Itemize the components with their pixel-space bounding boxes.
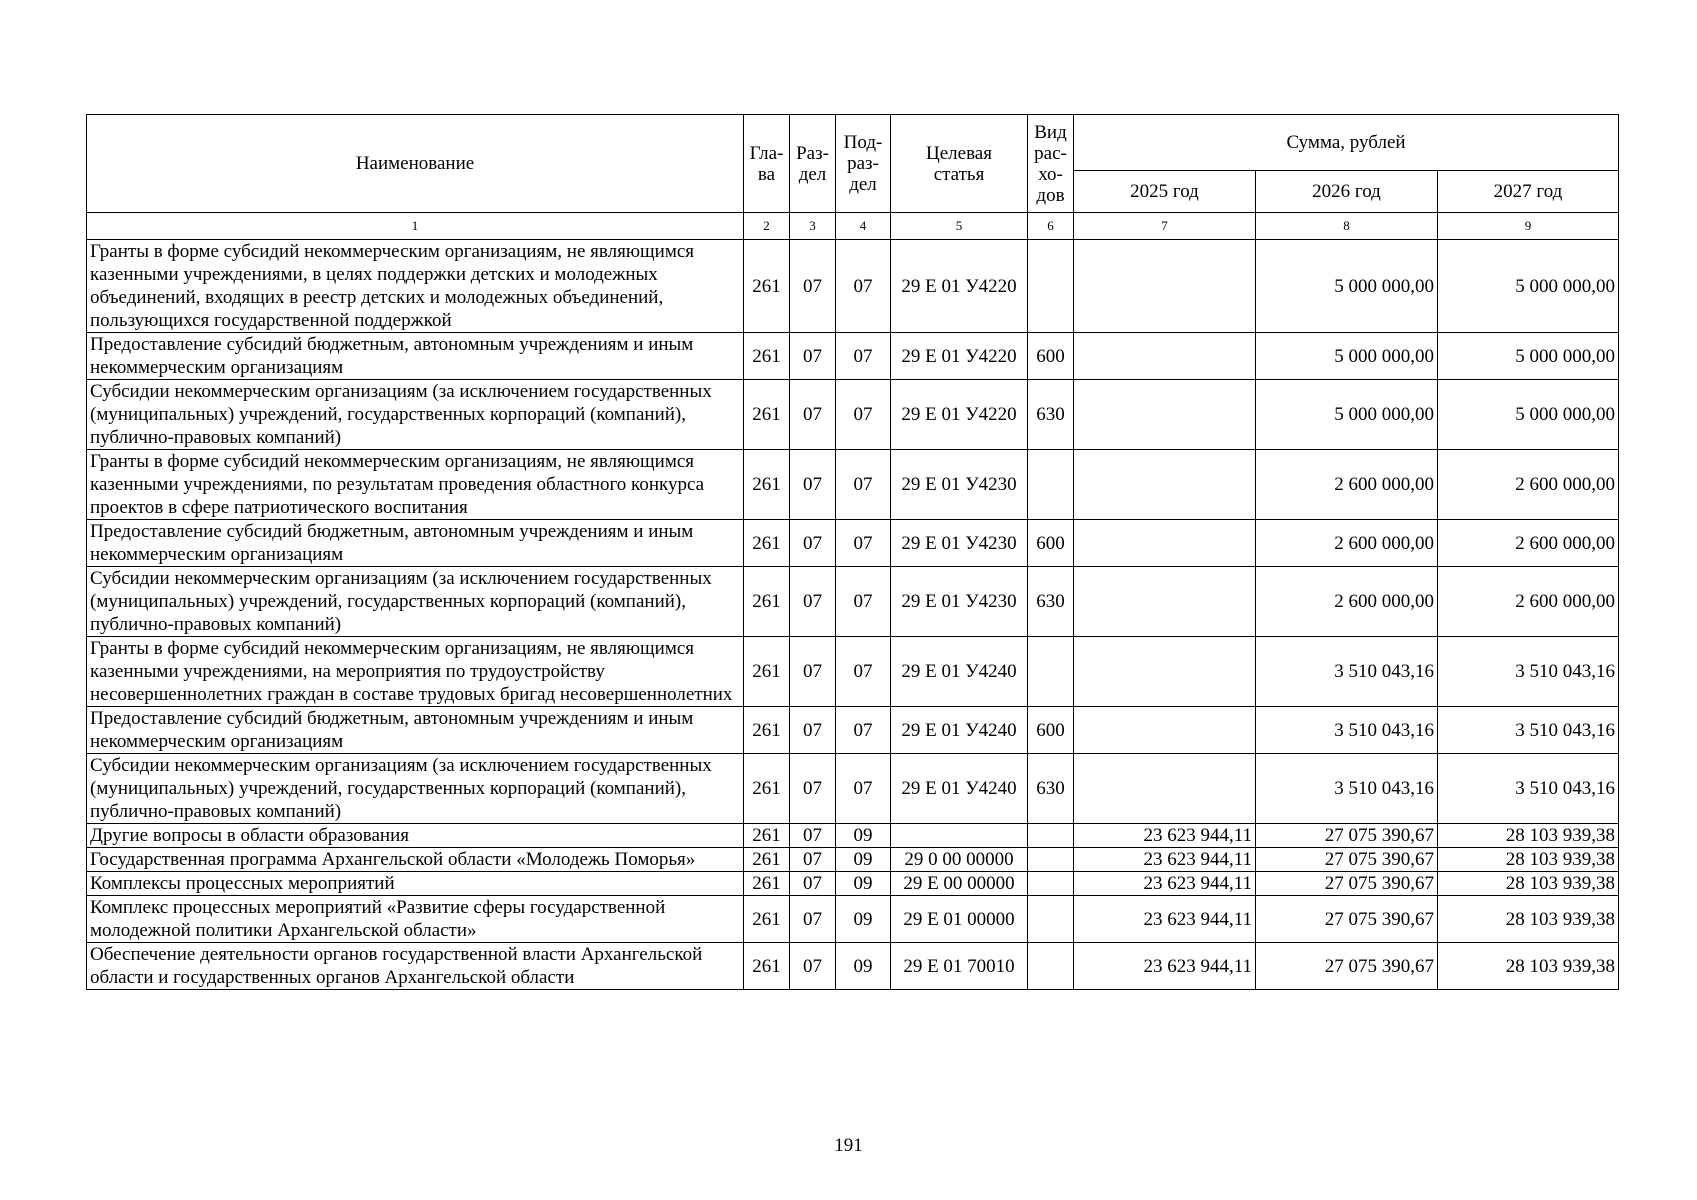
row-podrazdel: 07: [836, 520, 891, 567]
table-row: [87, 240, 1619, 333]
row-podrazdel: 09: [836, 943, 891, 990]
row-sum-2027: 28 103 939,38: [1438, 872, 1619, 896]
row-tselevaya-statya: 29 0 00 00000: [891, 848, 1028, 872]
row-sum-2027: 5 000 000,00: [1438, 380, 1619, 450]
row-tselevaya-statya: 29 Е 01 У4230: [891, 450, 1028, 520]
row-tselevaya-statya: 29 Е 01 У4220: [891, 380, 1028, 450]
header-razdel: Раз- дел: [790, 115, 836, 213]
row-tselevaya-statya: 29 Е 01 70010: [891, 943, 1028, 990]
row-tselevaya-statya: 29 Е 01 У4240: [891, 637, 1028, 707]
row-podrazdel: 09: [836, 896, 891, 943]
row-razdel: 07: [790, 872, 836, 896]
row-tselevaya-statya: 29 Е 01 У4240: [891, 707, 1028, 754]
row-vid-rashodov: [1028, 872, 1074, 896]
row-vid-rashodov: 630: [1028, 754, 1074, 824]
row-sum-2025: [1074, 333, 1256, 380]
row-podrazdel: 09: [836, 824, 891, 848]
row-name: Предоставление субсидий бюджетным, автономным учреждениям и иным некоммерческим организациям: [87, 520, 744, 567]
row-glava: 261: [744, 380, 790, 450]
row-sum-2025: [1074, 637, 1256, 707]
row-razdel: 07: [790, 637, 836, 707]
row-sum-2026: 27 075 390,67: [1256, 848, 1438, 872]
row-sum-2026: 5 000 000,00: [1256, 240, 1438, 333]
header-tselevaya-statya: Целевая статья: [891, 115, 1028, 213]
row-razdel: 07: [790, 567, 836, 637]
row-sum-2025: 23 623 944,11: [1074, 872, 1256, 896]
row-razdel: 07: [790, 380, 836, 450]
row-sum-2027: 5 000 000,00: [1438, 240, 1619, 333]
column-number: 7: [1074, 213, 1256, 240]
row-podrazdel: 07: [836, 567, 891, 637]
row-sum-2025: [1074, 450, 1256, 520]
column-number: 9: [1438, 213, 1619, 240]
row-name: Комплексы процессных мероприятий: [87, 872, 744, 896]
table-row: [87, 520, 1619, 567]
table-row: [87, 754, 1619, 824]
row-sum-2027: 2 600 000,00: [1438, 450, 1619, 520]
row-vid-rashodov: 630: [1028, 380, 1074, 450]
row-name: Предоставление субсидий бюджетным, автономным учреждениям и иным некоммерческим организациям: [87, 707, 744, 754]
row-sum-2025: [1074, 707, 1256, 754]
row-glava: 261: [744, 943, 790, 990]
row-razdel: 07: [790, 848, 836, 872]
row-razdel: 07: [790, 824, 836, 848]
row-razdel: 07: [790, 240, 836, 333]
table-row: [87, 707, 1619, 754]
row-sum-2026: 5 000 000,00: [1256, 380, 1438, 450]
row-tselevaya-statya: 29 Е 01 У4220: [891, 333, 1028, 380]
row-tselevaya-statya: 29 Е 01 У4230: [891, 567, 1028, 637]
row-sum-2025: [1074, 240, 1256, 333]
row-sum-2026: 27 075 390,67: [1256, 872, 1438, 896]
row-glava: 261: [744, 333, 790, 380]
row-glava: 261: [744, 848, 790, 872]
row-name: Субсидии некоммерческим организациям (за исключением государственных (муниципальных) учреждений, государственных корпораций (компаний), публично-правовых компаний): [87, 567, 744, 637]
row-glava: 261: [744, 240, 790, 333]
row-razdel: 07: [790, 707, 836, 754]
row-tselevaya-statya: 29 Е 01 У4230: [891, 520, 1028, 567]
row-podrazdel: 07: [836, 754, 891, 824]
row-sum-2027: 28 103 939,38: [1438, 943, 1619, 990]
header-year-2025: 2025 год: [1074, 171, 1256, 213]
column-number: 8: [1256, 213, 1438, 240]
row-sum-2026: 27 075 390,67: [1256, 943, 1438, 990]
row-glava: 261: [744, 754, 790, 824]
table-row: [87, 637, 1619, 707]
row-name: Субсидии некоммерческим организациям (за исключением государственных (муниципальных) учреждений, государственных корпораций (компаний), публично-правовых компаний): [87, 380, 744, 450]
row-podrazdel: 07: [836, 240, 891, 333]
row-sum-2025: 23 623 944,11: [1074, 896, 1256, 943]
row-sum-2026: 3 510 043,16: [1256, 637, 1438, 707]
row-razdel: 07: [790, 943, 836, 990]
row-glava: 261: [744, 824, 790, 848]
column-number: 1: [87, 213, 744, 240]
row-vid-rashodov: 630: [1028, 567, 1074, 637]
row-sum-2026: 27 075 390,67: [1256, 824, 1438, 848]
row-sum-2025: 23 623 944,11: [1074, 943, 1256, 990]
row-vid-rashodov: [1028, 240, 1074, 333]
row-vid-rashodov: [1028, 824, 1074, 848]
header-vid-rashodov: Вид рас- хо- дов: [1028, 115, 1074, 213]
row-vid-rashodov: [1028, 943, 1074, 990]
row-sum-2026: 2 600 000,00: [1256, 520, 1438, 567]
row-name: Субсидии некоммерческим организациям (за исключением государственных (муниципальных) учреждений, государственных корпораций (компаний), публично-правовых компаний): [87, 754, 744, 824]
row-podrazdel: 07: [836, 707, 891, 754]
row-sum-2027: 3 510 043,16: [1438, 637, 1619, 707]
header-summa: Сумма, рублей: [1074, 115, 1619, 171]
header-name: Наименование: [87, 115, 744, 213]
table-row: [87, 380, 1619, 450]
row-glava: 261: [744, 872, 790, 896]
column-number: 2: [744, 213, 790, 240]
row-sum-2026: 2 600 000,00: [1256, 450, 1438, 520]
row-sum-2027: 2 600 000,00: [1438, 567, 1619, 637]
row-sum-2027: 2 600 000,00: [1438, 520, 1619, 567]
row-glava: 261: [744, 637, 790, 707]
row-glava: 261: [744, 450, 790, 520]
row-sum-2025: 23 623 944,11: [1074, 824, 1256, 848]
row-sum-2025: [1074, 754, 1256, 824]
row-name: Гранты в форме субсидий некоммерческим организациям, не являющимся казенными учреждениями, по результатам проведения областного конкурса проектов в сфере патриотического воспитания: [87, 450, 744, 520]
row-name: Предоставление субсидий бюджетным, автономным учреждениям и иным некоммерческим организациям: [87, 333, 744, 380]
row-glava: 261: [744, 520, 790, 567]
row-sum-2026: 5 000 000,00: [1256, 333, 1438, 380]
row-sum-2025: 23 623 944,11: [1074, 848, 1256, 872]
row-name: Комплекс процессных мероприятий «Развитие сферы государственной молодежной политики Архангельской области»: [87, 896, 744, 943]
row-vid-rashodov: 600: [1028, 333, 1074, 380]
header-year-2026: 2026 год: [1256, 171, 1438, 213]
row-vid-rashodov: 600: [1028, 707, 1074, 754]
row-sum-2025: [1074, 567, 1256, 637]
table-row: [87, 943, 1619, 990]
row-tselevaya-statya: 29 Е 01 У4240: [891, 754, 1028, 824]
column-number: 6: [1028, 213, 1074, 240]
row-sum-2027: 5 000 000,00: [1438, 333, 1619, 380]
table-row: [87, 896, 1619, 943]
row-name: Обеспечение деятельности органов государственной власти Архангельской области и государственных органов Архангельской области: [87, 943, 744, 990]
budget-table: [86, 114, 1619, 990]
row-sum-2027: 28 103 939,38: [1438, 824, 1619, 848]
row-razdel: 07: [790, 450, 836, 520]
table-row: [87, 872, 1619, 896]
table-row: [87, 848, 1619, 872]
row-sum-2027: 28 103 939,38: [1438, 896, 1619, 943]
row-razdel: 07: [790, 754, 836, 824]
column-number: 3: [790, 213, 836, 240]
row-vid-rashodov: [1028, 896, 1074, 943]
page-number: 191: [834, 1135, 863, 1156]
row-tselevaya-statya: 29 Е 01 00000: [891, 896, 1028, 943]
header-glava: Гла- ва: [744, 115, 790, 213]
row-glava: 261: [744, 896, 790, 943]
row-name: Другие вопросы в области образования: [87, 824, 744, 848]
table-row: [87, 567, 1619, 637]
row-name: Государственная программа Архангельской области «Молодежь Поморья»: [87, 848, 744, 872]
row-tselevaya-statya: 29 Е 00 00000: [891, 872, 1028, 896]
column-numbers-row: [87, 213, 1619, 240]
row-sum-2026: 3 510 043,16: [1256, 754, 1438, 824]
row-razdel: 07: [790, 896, 836, 943]
header-year-2027: 2027 год: [1438, 171, 1619, 213]
table-row: [87, 824, 1619, 848]
row-razdel: 07: [790, 520, 836, 567]
row-vid-rashodov: [1028, 848, 1074, 872]
row-name: Гранты в форме субсидий некоммерческим организациям, не являющимся казенными учреждениями, на мероприятия по трудоустройству несовершеннолетних граждан в составе трудовых бригад несовершеннолетних: [87, 637, 744, 707]
header-podrazdel: Под- раз- дел: [836, 115, 891, 213]
table-row: [87, 450, 1619, 520]
row-sum-2027: 3 510 043,16: [1438, 707, 1619, 754]
table-row: [87, 333, 1619, 380]
row-tselevaya-statya: 29 Е 01 У4220: [891, 240, 1028, 333]
row-podrazdel: 07: [836, 380, 891, 450]
row-sum-2027: 28 103 939,38: [1438, 848, 1619, 872]
row-name: Гранты в форме субсидий некоммерческим организациям, не являющимся казенными учреждениями, в целях поддержки детских и молодежных объединений, входящих в реестр детских и молодежных объединений, пользующихся государственной поддержкой: [87, 240, 744, 333]
column-number: 4: [836, 213, 891, 240]
row-sum-2026: 2 600 000,00: [1256, 567, 1438, 637]
row-vid-rashodov: [1028, 450, 1074, 520]
row-vid-rashodov: [1028, 637, 1074, 707]
row-podrazdel: 07: [836, 637, 891, 707]
row-sum-2025: [1074, 380, 1256, 450]
row-sum-2026: 27 075 390,67: [1256, 896, 1438, 943]
row-glava: 261: [744, 707, 790, 754]
row-razdel: 07: [790, 333, 836, 380]
row-podrazdel: 07: [836, 450, 891, 520]
row-vid-rashodov: 600: [1028, 520, 1074, 567]
row-podrazdel: 09: [836, 872, 891, 896]
row-glava: 261: [744, 567, 790, 637]
row-sum-2025: [1074, 520, 1256, 567]
row-sum-2027: 3 510 043,16: [1438, 754, 1619, 824]
row-podrazdel: 07: [836, 333, 891, 380]
row-sum-2026: 3 510 043,16: [1256, 707, 1438, 754]
row-podrazdel: 09: [836, 848, 891, 872]
row-tselevaya-statya: [891, 824, 1028, 848]
column-number: 5: [891, 213, 1028, 240]
